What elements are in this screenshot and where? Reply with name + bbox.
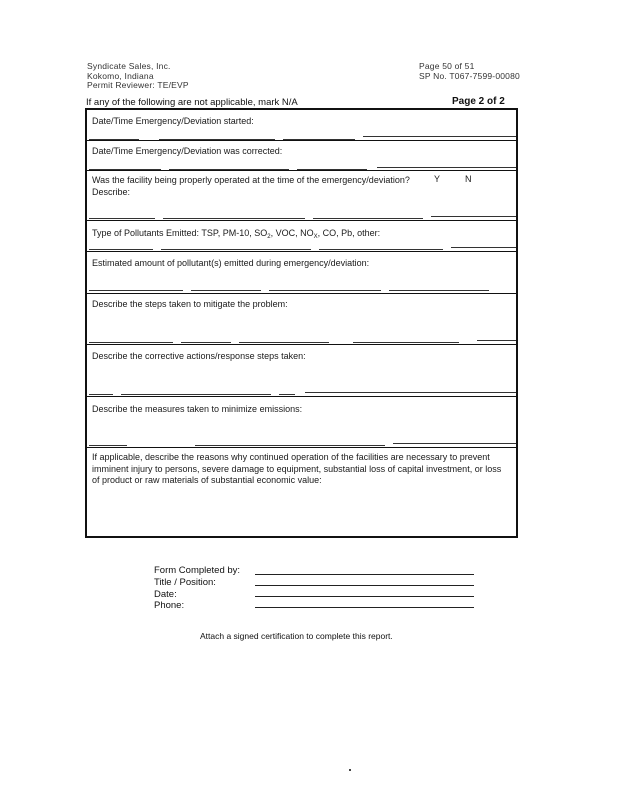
answer-line[interactable] [89, 218, 155, 219]
answer-line[interactable] [269, 290, 381, 291]
no-option[interactable]: N [465, 174, 472, 184]
answer-line[interactable] [191, 290, 261, 291]
title-position-line[interactable] [255, 585, 474, 586]
row-divider [87, 251, 516, 252]
attach-certification-note: Attach a signed certification to complete this report. [200, 631, 393, 641]
answer-line[interactable] [305, 392, 516, 393]
answer-line[interactable] [89, 445, 127, 446]
form-completed-by-label: Form Completed by: [154, 565, 241, 576]
answer-line[interactable] [363, 136, 516, 137]
answer-line[interactable] [279, 394, 295, 395]
answer-line[interactable] [89, 249, 153, 250]
row-divider [87, 396, 516, 397]
row-divider [87, 293, 516, 294]
company-location: Kokomo, Indiana [87, 70, 154, 81]
permit-reviewer: Permit Reviewer: TE/EVP [87, 80, 189, 90]
answer-line[interactable] [89, 290, 183, 291]
question-corrective: Describe the corrective actions/response steps taken: [92, 351, 306, 361]
answer-line[interactable] [393, 443, 516, 444]
answer-line[interactable] [89, 342, 173, 343]
nox-subscript: X [313, 234, 318, 240]
answer-line[interactable] [181, 342, 231, 343]
pollutants-text-middle: , VOC, NO [270, 228, 314, 238]
so-subscript: 2 [267, 234, 271, 240]
answer-line[interactable] [163, 218, 305, 219]
question-pollutants [92, 228, 380, 240]
yes-option[interactable]: Y [434, 174, 441, 184]
deviation-form [85, 108, 518, 538]
date-label: Date: [154, 589, 177, 600]
company-name: Syndicate Sales, Inc. [87, 61, 171, 71]
instruction-text: If any of the following are not applicable, mark N/A [86, 97, 298, 108]
answer-line[interactable] [89, 394, 113, 395]
answer-line[interactable] [451, 247, 516, 248]
question-amount: Estimated amount of pollutant(s) emitted during emergency/deviation: [92, 258, 370, 268]
answer-line[interactable] [161, 249, 311, 250]
header-right [419, 62, 520, 81]
permit-number: SP No. T067-7599-00080 [419, 70, 520, 81]
answer-line[interactable] [313, 218, 423, 219]
answer-line[interactable] [377, 167, 516, 168]
row-divider [87, 220, 516, 221]
pollutants-text-start: Type of Pollutants Emitted: TSP, PM-10, SO [92, 228, 268, 238]
row-divider [87, 447, 516, 448]
question-operated: Was the facility being properly operated at the time of the emergency/deviation? [92, 175, 410, 185]
phone-label: Phone: [154, 600, 185, 611]
answer-line[interactable] [121, 394, 271, 395]
answer-line[interactable] [195, 445, 385, 446]
question-started: Date/Time Emergency/Deviation started: [92, 116, 254, 126]
pollutants-text-end: , CO, Pb, other: [317, 228, 381, 238]
answer-line[interactable] [239, 342, 329, 343]
answer-line[interactable] [389, 290, 489, 291]
answer-line[interactable] [431, 216, 516, 217]
page-number: Page 50 of 51 [419, 61, 475, 71]
row-divider [87, 344, 516, 345]
question-applicable: If applicable, describe the reasons why continued operation of the facilities are necessary to prevent imminent injury to persons, severe damage to equipment, substantial loss of capital investment, or loss of product or raw materials of substantial economic value: [92, 452, 502, 485]
question-minimize: Describe the measures taken to minimize emissions: [92, 404, 303, 414]
row-divider [87, 140, 516, 141]
header-left [87, 62, 189, 91]
question-mitigate: Describe the steps taken to mitigate the problem: [92, 299, 288, 309]
form-completed-by-line[interactable] [255, 574, 474, 575]
answer-line[interactable] [353, 342, 459, 343]
answer-line[interactable] [477, 340, 516, 341]
phone-line[interactable] [255, 607, 474, 608]
answer-line[interactable] [319, 249, 443, 250]
scan-speck [349, 769, 351, 771]
question-corrected: Date/Time Emergency/Deviation was corrected: [92, 146, 283, 156]
row-divider [87, 170, 516, 171]
describe-label: Describe: [92, 187, 131, 197]
page-label: Page 2 of 2 [452, 96, 505, 107]
title-position-label: Title / Position: [154, 577, 216, 588]
date-line[interactable] [255, 596, 474, 597]
